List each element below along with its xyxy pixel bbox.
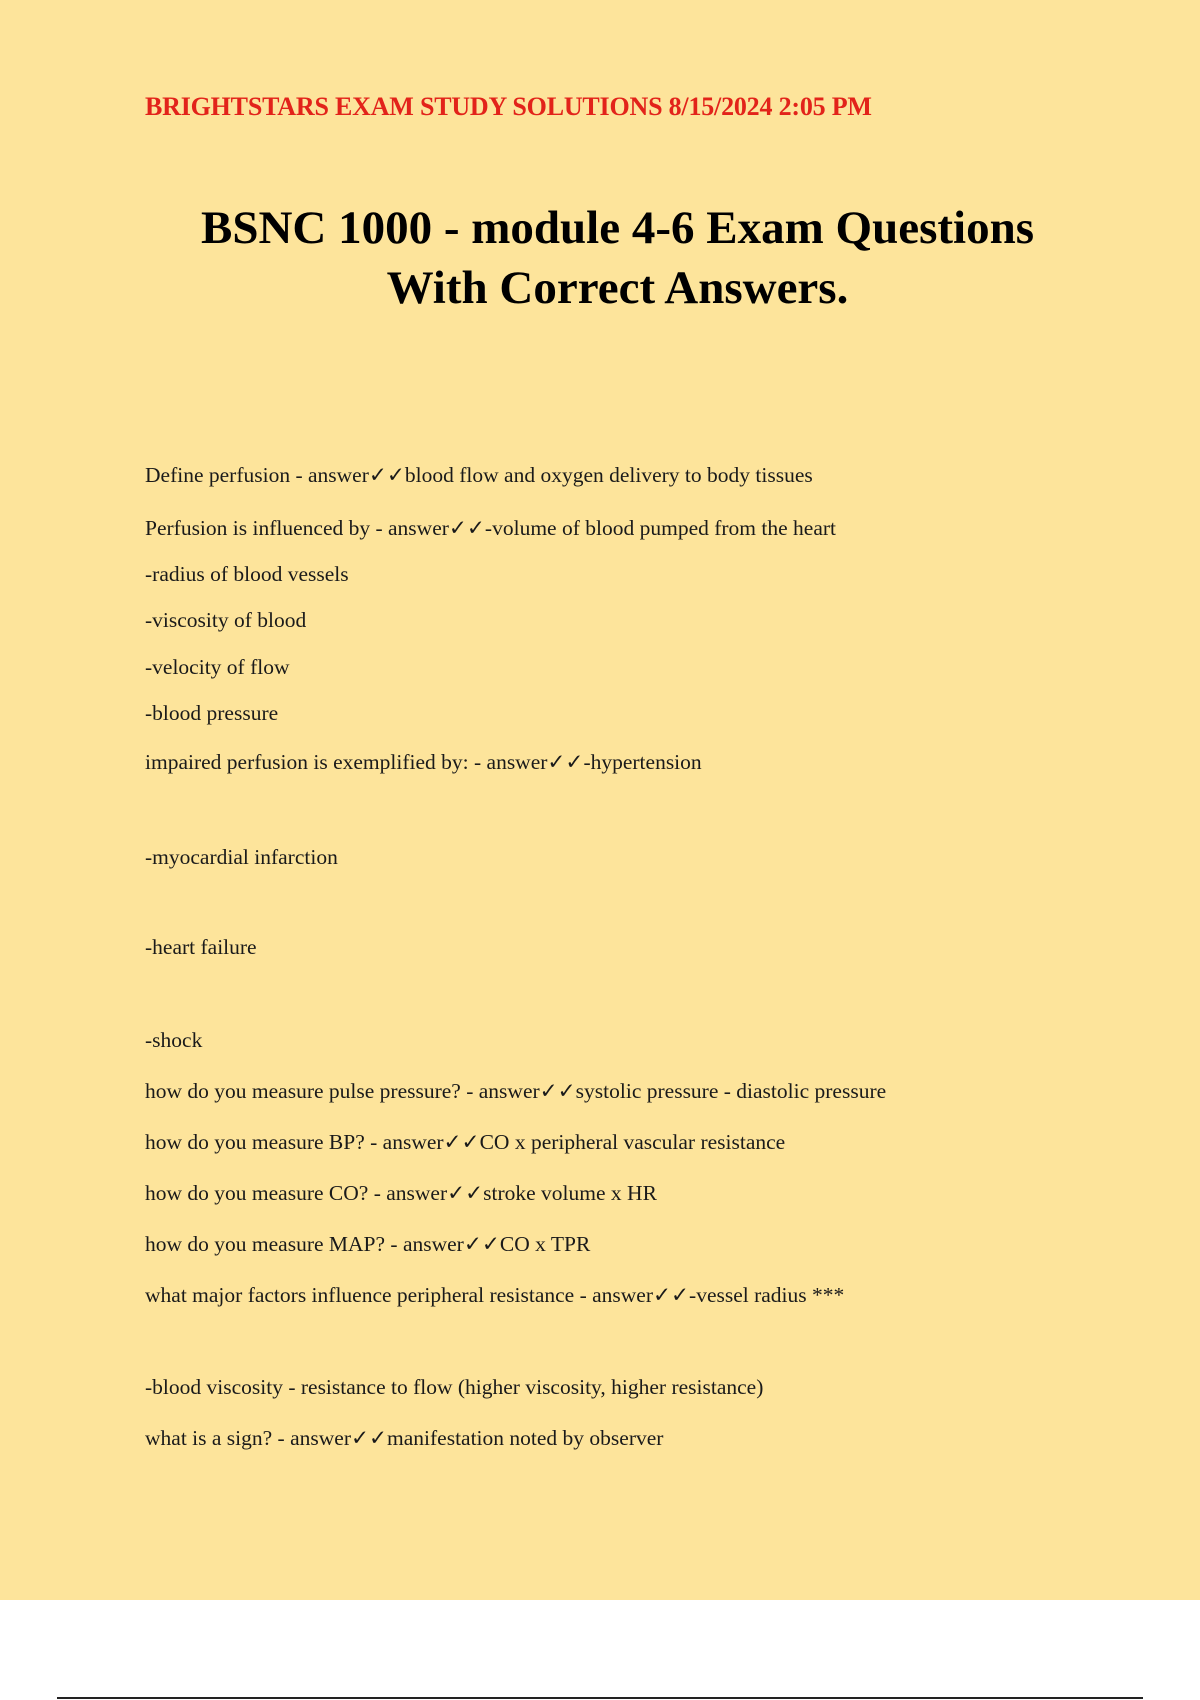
qa-line: Define perfusion - answer✓✓blood flow and oxygen delivery to body tissues (145, 463, 813, 487)
page-title-line-2: With Correct Answers. (386, 262, 849, 314)
qa-line: -myocardial infarction (145, 845, 338, 869)
header-banner: BRIGHTSTARS EXAM STUDY SOLUTIONS 8/15/2024 2:05 PM (145, 92, 872, 121)
qa-line: how do you measure CO? - answer✓✓stroke volume x HR (145, 1181, 657, 1205)
qa-line: what major factors influence peripheral resistance - answer✓✓-vessel radius *** (145, 1283, 845, 1307)
qa-line: -viscosity of blood (145, 608, 307, 632)
qa-line: impaired perfusion is exemplified by: - answer✓✓-hypertension (145, 750, 702, 774)
qa-line: -heart failure (145, 935, 257, 959)
footer-divider (57, 1697, 1143, 1699)
qa-line: -blood pressure (145, 701, 279, 725)
qa-line: what is a sign? - answer✓✓manifestation noted by observer (145, 1426, 664, 1450)
qa-line: how do you measure BP? - answer✓✓CO x peripheral vascular resistance (145, 1130, 786, 1154)
qa-line: how do you measure MAP? - answer✓✓CO x TPR (145, 1232, 591, 1256)
page-title-line-1: BSNC 1000 - module 4-6 Exam Questions (200, 202, 1034, 254)
qa-line: -blood viscosity - resistance to flow (higher viscosity, higher resistance) (145, 1375, 764, 1399)
qa-line: -shock (145, 1028, 203, 1052)
qa-line: how do you measure pulse pressure? - answer✓✓systolic pressure - diastolic pressure (145, 1079, 887, 1103)
qa-line: -radius of blood vessels (145, 562, 349, 586)
qa-line: -velocity of flow (145, 655, 290, 679)
qa-line: Perfusion is influenced by - answer✓✓-volume of blood pumped from the heart (145, 516, 837, 540)
